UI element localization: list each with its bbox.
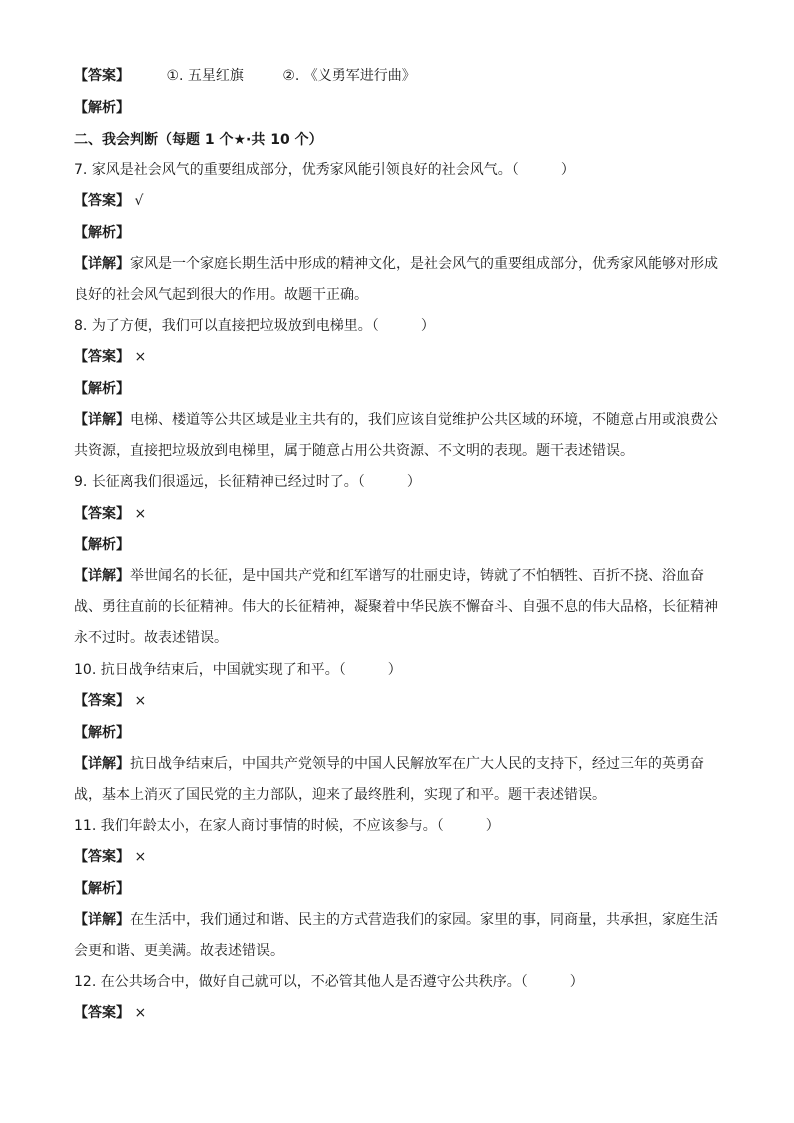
detail-paragraph — [74, 905, 720, 967]
answer-line — [74, 348, 720, 366]
analysis-tag: 【解析】 — [74, 725, 130, 741]
question-12: 12. 在公共场合中，做好自己就可以，不必管其他人是否遵守公共秩序。（ ） — [74, 974, 584, 990]
answer-value: × — [134, 506, 147, 522]
detail-tag: 【详解】 — [74, 912, 130, 928]
analysis-tag: 【解析】 — [74, 225, 130, 241]
answer-line — [74, 692, 720, 710]
section-heading: 二、我会判断（每题 1 个★·共 10 个） — [74, 132, 323, 148]
detail-paragraph — [74, 249, 720, 311]
answer-tag: 【答案】 — [74, 506, 130, 522]
answer-tag: 【答案】 — [74, 849, 130, 865]
answer-tag: 【答案】 — [74, 1005, 130, 1021]
analysis-tag: 【解析】 — [74, 881, 130, 897]
answer-tag: 【答案】 — [74, 193, 130, 209]
detail-text: 抗日战争结束后，中国共产党领导的中国人民解放军在广大人民的支持下，经过三年的英勇奋战，基本上消灭了国民党的主力部队，迎来了最终胜利，实现了和平。题干表述错误。 — [74, 756, 704, 803]
analysis-tag: 【解析】 — [74, 100, 130, 116]
question-stem: 家风是社会风气的重要组成部分，优秀家风能引领良好的社会风气。（ — [91, 162, 519, 178]
answer-tag: 【答案】 — [74, 68, 130, 84]
detail-tag: 【详解】 — [74, 568, 130, 584]
answer-value: √ — [134, 193, 144, 209]
detail-tag: 【详解】 — [74, 756, 130, 772]
detail-tag: 【详解】 — [74, 256, 130, 272]
detail-text: 电梯、楼道等公共区域是业主共有的，我们应该自觉维护公共区域的环境，不随意占用或浪费公共资源，直接把垃圾放到电梯里，属于随意占用公共资源、不文明的表现。题干表述错误。 — [74, 412, 718, 459]
question-number: 12. — [74, 974, 97, 990]
question-8: 8. 为了方便，我们可以直接把垃圾放到电梯里。（ ） — [74, 318, 435, 334]
answer-tag: 【答案】 — [74, 693, 130, 709]
detail-text: 在生活中，我们通过和谐、民主的方式营造我们的家园。家里的事，同商量，共承担，家庭生活会更和谐、更美满。故表述错误。 — [74, 912, 718, 959]
question-number: 9. — [74, 474, 88, 490]
answer-option-2: ②. 《义勇军进行曲》 — [282, 68, 416, 84]
detail-paragraph — [74, 749, 720, 811]
answer-value: × — [134, 349, 147, 365]
q6-answer-line — [74, 67, 720, 85]
analysis-tag: 【解析】 — [74, 537, 130, 553]
question-7: 7. 家风是社会风气的重要组成部分，优秀家风能引领良好的社会风气。（ ） — [74, 162, 575, 178]
answer-line — [74, 848, 720, 866]
question-number: 8. — [74, 318, 88, 334]
question-number: 10. — [74, 662, 97, 678]
detail-tag: 【详解】 — [74, 412, 130, 428]
answer-line — [74, 192, 720, 210]
question-stem: 为了方便，我们可以直接把垃圾放到电梯里。（ — [91, 318, 379, 334]
answer-value: × — [134, 849, 147, 865]
answer-value: × — [134, 1005, 147, 1021]
detail-paragraph — [74, 561, 720, 654]
question-9: 9. 长征离我们很遥远，长征精神已经过时了。（ ） — [74, 474, 421, 490]
question-10: 10. 抗日战争结束后，中国就实现了和平。（ ） — [74, 662, 402, 678]
answer-line — [74, 1004, 720, 1022]
question-stem: 抗日战争结束后，中国就实现了和平。（ — [100, 662, 346, 678]
answer-option-1: ①. 五星红旗 — [166, 68, 244, 84]
question-stem: 我们年龄太小，在家人商讨事情的时候，不应该参与。（ — [100, 818, 444, 834]
question-number: 11. — [74, 818, 97, 834]
answer-value: × — [134, 693, 147, 709]
detail-text: 家风是一个家庭长期生活中形成的精神文化，是社会风气的重要组成部分，优秀家风能够对形成良好的社会风气起到很大的作用。故题干正确。 — [74, 256, 718, 303]
answer-tag: 【答案】 — [74, 349, 130, 365]
question-11: 11. 我们年龄太小，在家人商讨事情的时候，不应该参与。（ ） — [74, 818, 500, 834]
answer-line — [74, 505, 720, 523]
question-number: 7. — [74, 162, 88, 178]
question-stem: 在公共场合中，做好自己就可以，不必管其他人是否遵守公共秩序。（ — [100, 974, 528, 990]
detail-text: 举世闻名的长征，是中国共产党和红军谱写的壮丽史诗，铸就了不怕牺牲、百折不挠、浴血奋战、勇往直前的长征精神。伟大的长征精神，凝聚着中华民族不懈奋斗、自强不息的伟大品格，长征精神永不过时。故表述错误。 — [74, 568, 718, 646]
detail-paragraph — [74, 405, 720, 467]
analysis-tag: 【解析】 — [74, 381, 130, 397]
question-stem: 长征离我们很遥远，长征精神已经过时了。（ — [91, 474, 365, 490]
